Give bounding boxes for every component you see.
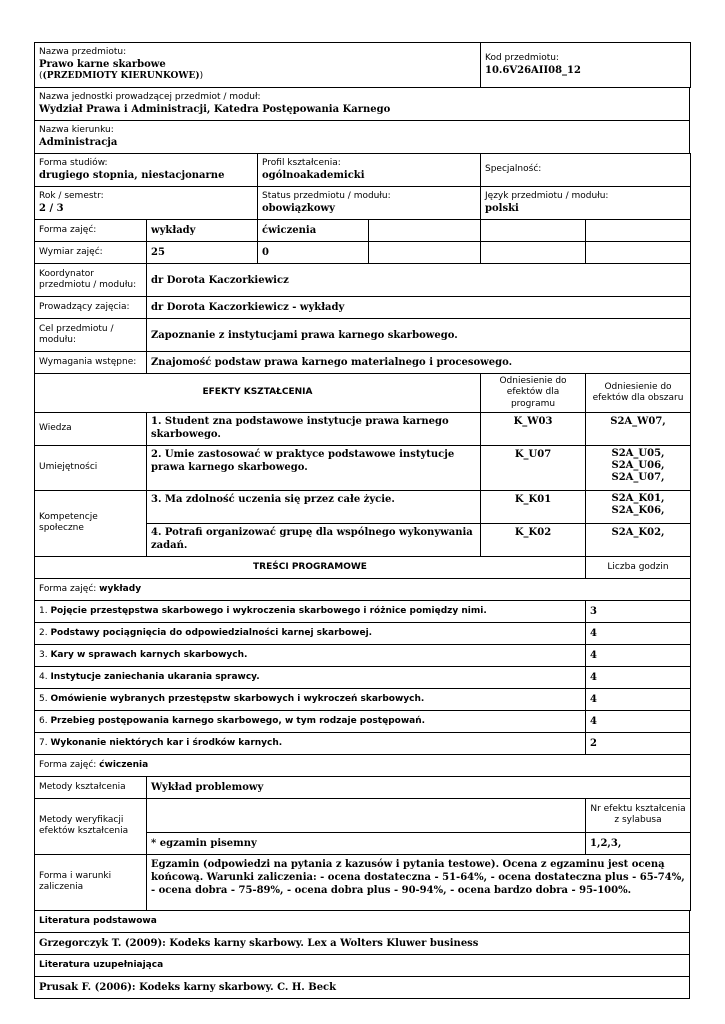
skills-label: Umiejętności (35, 445, 147, 490)
conditions-label: Forma i warunki zaliczenia (35, 854, 147, 910)
status-cell (258, 187, 481, 220)
class-hours-1: 25 (147, 242, 258, 264)
area-code: S2A_U05, (611, 447, 665, 459)
course-code-cell (481, 43, 691, 88)
basic-lit: Grzegorczyk T. (2009): Kodeks karny skarbowy. Lex a Wolters Kluwer business (35, 932, 690, 954)
outcome-area (586, 523, 691, 556)
topic-hours: 4 (586, 688, 691, 710)
topic-row (35, 622, 586, 644)
outcomes-table (34, 373, 691, 557)
outcome-no-heading: Nr efektu kształcenia z sylabusa (586, 798, 691, 832)
language-value: polski (485, 203, 519, 215)
year-label: Rok / semestr: (39, 190, 104, 201)
verification-label: Metody weryfikacji efektów kształcenia (35, 798, 147, 854)
area-code: S2A_K01, (611, 492, 665, 504)
outcome-text: 3. Ma zdolność uczenia się przez całe życie. (147, 490, 481, 523)
topic-num: 4. (39, 671, 51, 682)
extra-lit-label: Literatura uzupełniająca (35, 954, 690, 976)
goal: Zapoznanie z instytucjami prawa karnego skarbowego. (147, 319, 691, 352)
class-form-2: ćwiczenia (258, 220, 369, 242)
specialty-cell (481, 154, 691, 187)
class-hours-2: 0 (258, 242, 369, 264)
topic-hours: 4 (586, 622, 691, 644)
teaching-label: Metody kształcenia (35, 776, 147, 798)
social-label: Kompetencje społeczne (35, 490, 147, 556)
course-name-cell: Nazwa przedmiotu: Prawo karne skarbowe ((PRZEDMIOTY KIERUNKOWE)) (35, 43, 481, 88)
conditions: Egzamin (odpowiedzi na pytania z kazusów i pytania testowe). Ocena z egzaminu jest oceną końcową. Warunki zaliczenia: - ocena dostateczna - 51-64%, - ocena dostateczna plus - 65-74%, - ocena dobra - 75-89%, - ocena dobra plus - 90-94%, - ocena bardzo dobra - 95-100%. (147, 854, 691, 910)
area-code: S2A_W07, (610, 415, 666, 427)
study-form-value: drugiego stopnia, niestacjonarne (39, 170, 225, 182)
empty-cell (586, 220, 691, 242)
course-code: 10.6V26AII08_12 (485, 65, 581, 77)
outcome-text: 2. Umie zastosować w praktyce podstawowe instytucje prawa karnego skarbowego. (147, 445, 481, 490)
area-code: S2A_U07, (611, 471, 665, 483)
topic-title: Podstawy pociągnięcia do odpowiedzialności karnej skarbowej. (50, 627, 373, 638)
topic-row (35, 600, 586, 622)
outcome-area (586, 490, 691, 523)
course-name-label: Nazwa przedmiotu: (39, 47, 127, 57)
empty-cell (586, 242, 691, 264)
lecturers-label: Prowadzący zajęcia: (35, 297, 147, 319)
hours-heading: Liczba godzin (586, 556, 691, 578)
topic-num: 6. (39, 715, 51, 726)
prereq-label: Wymagania wstępne: (35, 352, 147, 374)
lecture-form-row (35, 578, 691, 600)
topic-title: Omówienie wybranych przestępstw skarbowych i wykroczeń skarbowych. (50, 693, 425, 704)
study-table (34, 153, 691, 220)
coordinator-label: Koordynator przedmiotu / modułu: (35, 264, 147, 297)
year-cell (35, 187, 258, 220)
empty-cell (481, 220, 586, 242)
profile-cell (258, 154, 481, 187)
topic-hours: 3 (586, 600, 691, 622)
outcome-area (586, 412, 691, 445)
outcome-program: K_K02 (481, 523, 586, 556)
exam-outcomes: 1,2,3, (586, 832, 691, 854)
staff-table (34, 263, 691, 374)
lecture-form: wykłady (99, 583, 142, 594)
content-heading: TREŚCI PROGRAMOWE (35, 556, 586, 578)
goal-label: Cel przedmiotu / modułu: (35, 319, 147, 352)
course-name: Prawo karne skarbowe (39, 59, 166, 71)
topic-num: 5. (39, 693, 51, 704)
teaching-method: Wykład problemowy (147, 776, 691, 798)
syllabus-sheet (34, 42, 690, 999)
lecturers: dr Dorota Kaczorkiewicz - wykłady (147, 297, 691, 319)
outcome-text: 1. Student zna podstawowe instytucje prawa karnego skarbowego. (147, 412, 481, 445)
outcome-program: K_W03 (481, 412, 586, 445)
course-code-label: Kod przedmiotu: (485, 53, 559, 63)
knowledge-label: Wiedza (35, 412, 147, 445)
literature-table (34, 910, 690, 999)
topic-row (35, 688, 586, 710)
area-code: S2A_U06, (611, 459, 665, 471)
form-prefix: Forma zajęć: (39, 583, 100, 594)
course-group: (PRZEDMIOTY KIERUNKOWE) (42, 71, 200, 82)
topic-title: Pojęcie przestępstwa skarbowego i wykroczenia skarbowego i różnice pomiędzy nimi. (50, 605, 487, 616)
status-value: obowiązkowy (262, 203, 335, 215)
topic-title: Kary w sprawach karnych skarbowych. (50, 649, 248, 660)
exam-method: * egzamin pisemny (147, 832, 586, 854)
extra-lit: Prusak F. (2006): Kodeks karny skarbowy. C. H. Beck (35, 976, 690, 998)
topic-num: 1. (39, 605, 51, 616)
topic-hours: 2 (586, 732, 691, 754)
area-code: S2A_K02, (611, 526, 665, 538)
unit-value: Wydział Prawa i Administracji, Katedra Postępowania Karnego (39, 104, 391, 116)
topic-hours: 4 (586, 710, 691, 732)
empty-cell (369, 242, 481, 264)
outcome-program: K_U07 (481, 445, 586, 490)
empty-cell (481, 242, 586, 264)
study-form-cell (35, 154, 258, 187)
unit-table (34, 87, 690, 154)
basic-lit-label: Literatura podstawowa (35, 910, 690, 932)
topic-num: 3. (39, 649, 51, 660)
topic-title: Instytucje zaniechania ukarania sprawcy. (50, 671, 260, 682)
topic-hours: 4 (586, 644, 691, 666)
topic-num: 7. (39, 737, 51, 748)
topic-title: Wykonanie niektórych kar i środków karnych. (50, 737, 283, 748)
ref-program-heading: Odniesienie do efektów dla programu (481, 374, 586, 413)
year-value: 2 / 3 (39, 203, 64, 215)
area-code: S2A_K06, (611, 504, 665, 516)
exercise-form: ćwiczenia (99, 759, 149, 770)
classes-table (34, 219, 691, 264)
class-form-1: wykłady (147, 220, 258, 242)
study-form-label: Forma studiów: (39, 157, 108, 168)
outcome-text: 4. Potrafi organizować grupę dla wspólnego wykonywania zadań. (147, 523, 481, 556)
content-table (34, 556, 691, 777)
ref-area-heading: Odniesienie do efektów dla obszaru (586, 374, 691, 413)
topic-row (35, 710, 586, 732)
methods-table (34, 776, 691, 911)
topic-num: 2. (39, 627, 51, 638)
field-cell (35, 121, 690, 154)
unit-label: Nazwa jednostki prowadzącej przedmiot / moduł: (39, 91, 261, 102)
language-cell (481, 187, 691, 220)
topic-row (35, 644, 586, 666)
empty-cell (147, 798, 586, 832)
outcomes-heading: EFEKTY KSZTAŁCENIA (35, 374, 481, 413)
field-value: Administracja (39, 137, 118, 149)
class-form-label: Forma zajęć: (35, 220, 147, 242)
topic-row (35, 732, 586, 754)
profile-label: Profil kształcenia: (262, 157, 341, 168)
prereq: Znajomość podstaw prawa karnego materialnego i procesowego. (147, 352, 691, 374)
header-table (34, 42, 691, 88)
unit-cell (35, 88, 690, 121)
topic-hours: 4 (586, 666, 691, 688)
form-prefix: Forma zajęć: (39, 759, 100, 770)
topic-row (35, 666, 586, 688)
empty-cell (369, 220, 481, 242)
class-hours-label: Wymiar zajęć: (35, 242, 147, 264)
topic-title: Przebieg postępowania karnego skarbowego, w tym rodzaje postępowań. (50, 715, 426, 726)
exercise-form-row (35, 754, 691, 776)
status-label: Status przedmiotu / modułu: (262, 190, 391, 201)
field-label: Nazwa kierunku: (39, 124, 114, 135)
specialty-label: Specjalność: (485, 164, 542, 175)
outcome-program: K_K01 (481, 490, 586, 523)
language-label: Język przedmiotu / modułu: (485, 190, 609, 201)
profile-value: ogólnoakademicki (262, 170, 365, 182)
outcome-area (586, 445, 691, 490)
coordinator: dr Dorota Kaczorkiewicz (147, 264, 691, 297)
